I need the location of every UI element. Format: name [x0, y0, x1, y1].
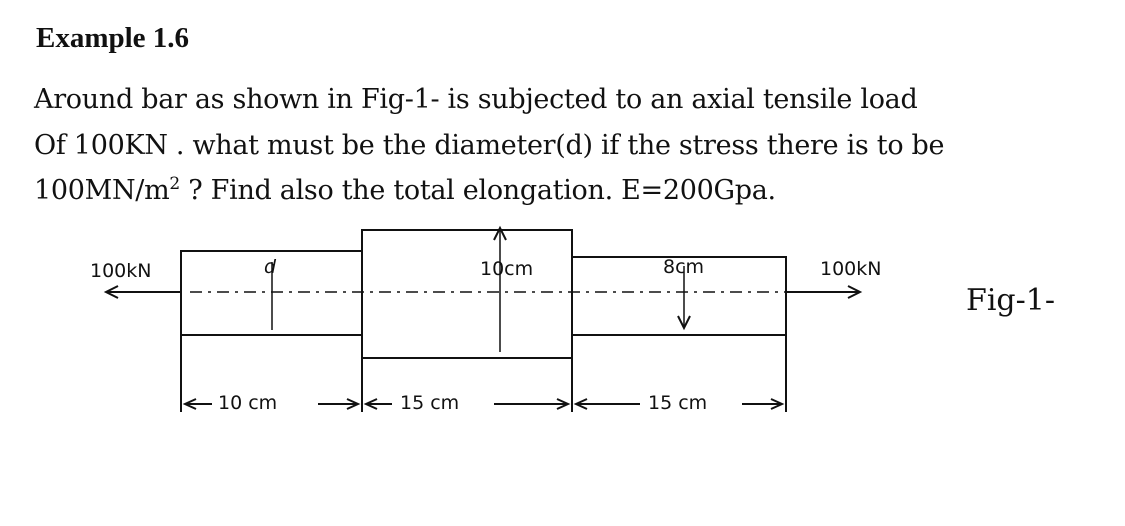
diameter-label-right: 8cm [663, 256, 705, 278]
stress-value: 100MN/m [34, 175, 170, 206]
bar-segment-middle [362, 230, 572, 358]
load-label-left: 100kN [90, 260, 152, 282]
stress-exponent: 2 [169, 174, 180, 194]
length-label-left: 10 cm [218, 392, 278, 414]
length-label-middle: 15 cm [400, 392, 460, 414]
figure-caption: Fig-1- [966, 283, 1055, 318]
load-label-right: 100kN [820, 258, 882, 280]
example-title: Example 1.6 [36, 22, 190, 54]
length-label-right: 15 cm [648, 392, 708, 414]
problem-line-1: Around bar as shown in Fig-1- is subjected to an axial tensile load [34, 84, 918, 115]
diameter-label-d: d [264, 256, 277, 278]
problem-line-3-rest: ? Find also the total elongation. E=200Gpa. [179, 175, 776, 206]
diameter-label-middle: 10cm [480, 258, 534, 280]
problem-line-2: Of 100KN . what must be the diameter(d) if the stress there is to be [34, 130, 945, 161]
